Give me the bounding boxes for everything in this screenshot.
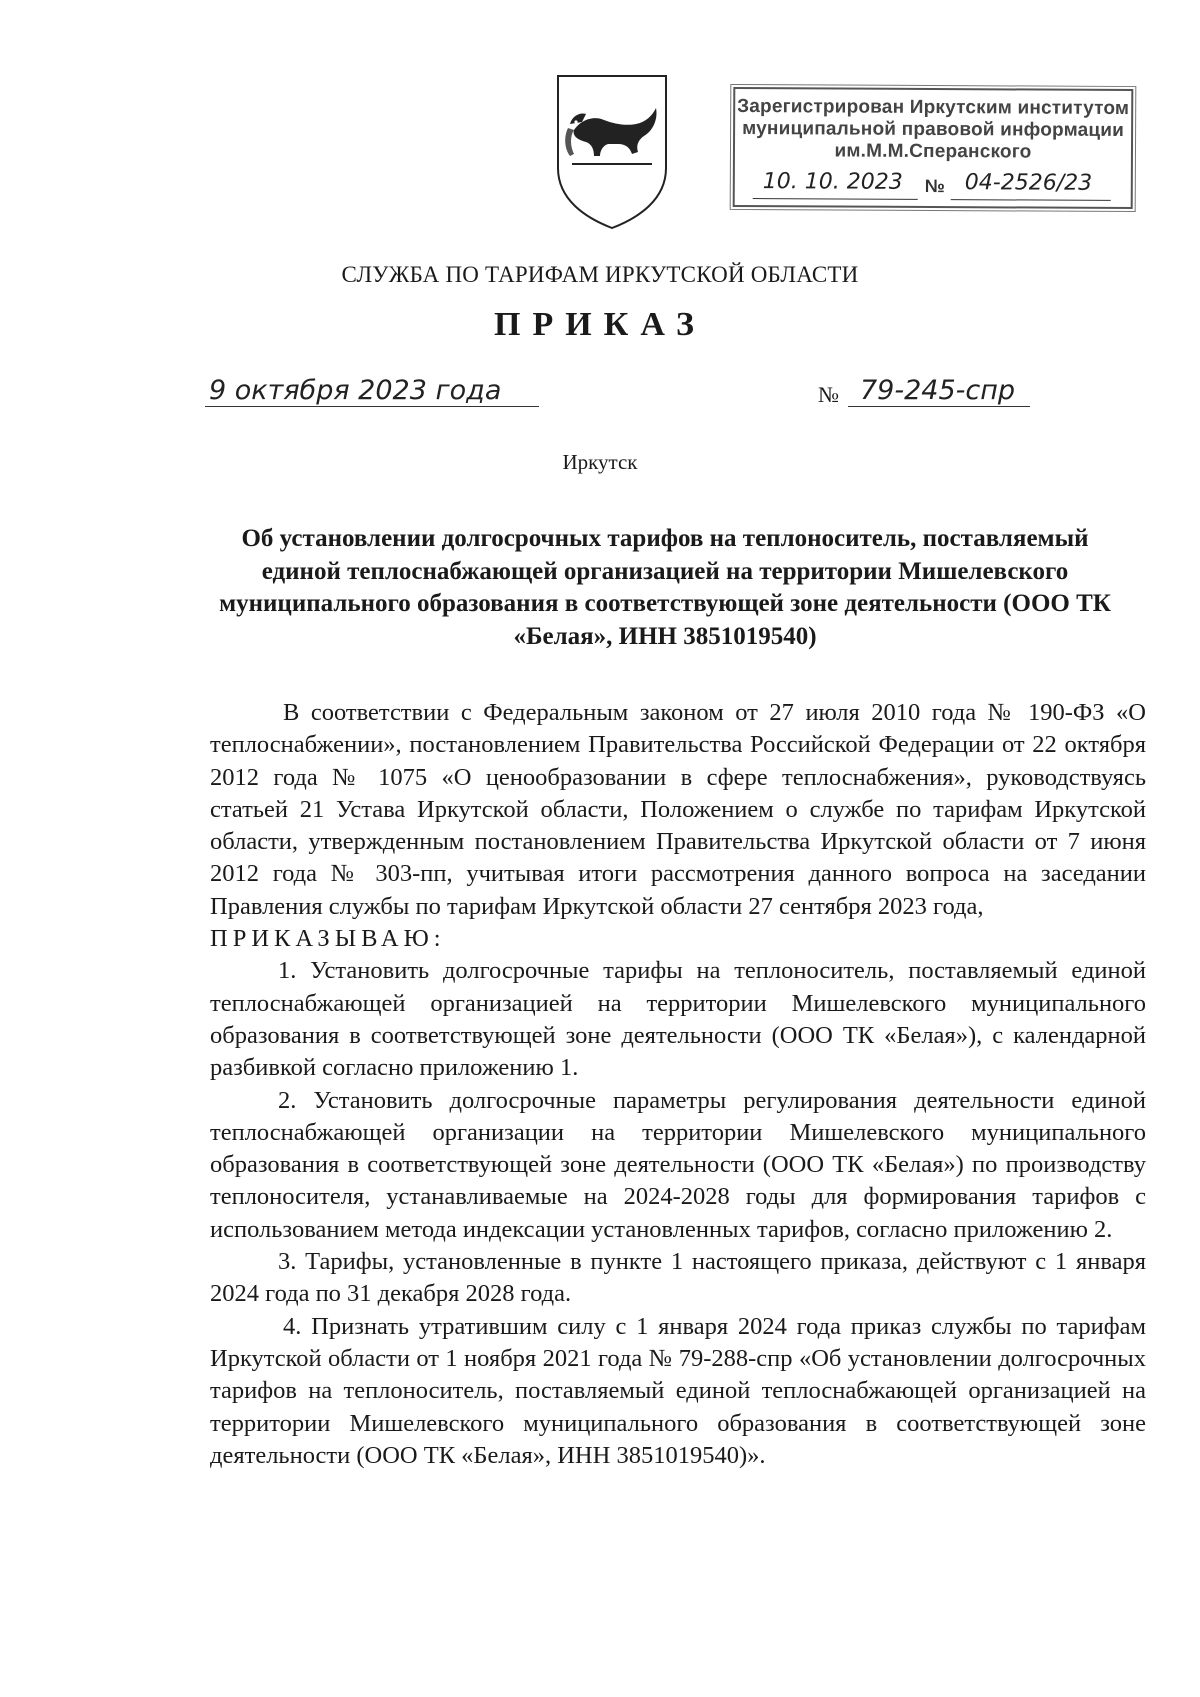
order-item-3: 3. Тарифы, установленные в пункте 1 настоящего приказа, действуют с 1 января 2024 года по 31 декабря 2028 года. [210, 1248, 1146, 1308]
registration-stamp [733, 87, 1134, 209]
stamp-registration-date: 10. 10. 2023 [762, 169, 903, 195]
order-word: ПРИКАЗЫВАЮ: [210, 925, 446, 953]
coat-of-arms-emblem [552, 72, 672, 232]
document-type: ПРИКАЗ [494, 306, 706, 343]
stamp-line-2: муниципальной правовой информации [742, 118, 1125, 141]
order-item-4: 4. Признать утратившим силу с 1 января 2024 года приказ службы по тарифам Иркутской области от 1 ноября 2021 года № 79-288-спр «Об установлении долгосрочных тарифов на теплоноситель, поставляемый единой теплоснабжающей организацией на территории Мишелевского муниципального образования в соответствующей зоне деятельности (ООО ТК «Белая», ИНН 3851019540)». [210, 1312, 1146, 1469]
number-label: № [818, 382, 839, 407]
stamp-registration-number: 04-2526/23 [964, 170, 1093, 196]
city-name: Иркутск [562, 450, 638, 474]
stamp-number-underline [951, 199, 1111, 201]
order-item-1: 1. Установить долгосрочные тарифы на теплоноситель, поставляемый единой теплоснабжающей организацией на территории Мишелевского муниципального образования в соответствующей зоне деятельности (ООО ТК «Белая»), с календарной разбивкой согласно приложению 1. [210, 957, 1146, 1082]
stamp-date-underline [753, 198, 918, 200]
preamble-paragraph: В соответствии с Федеральным законом от 27 июля 2010 года № 190-ФЗ «О теплоснабжении», постановлением Правительства Российской Федерации от 22 октября 2012 года № 1075 «О ценообразовании в сфере теплоснабжения», руководствуясь статьей 21 Устава Иркутской области, Положением о службе по тарифам Иркутской области, утвержденным постановлением Правительства Иркутской области от 7 июня 2012 года № 303-пп, учитывая итоги рассмотрения данного вопроса на заседании Правления службы по тарифам Иркутской области 27 сентября 2023 года, [210, 699, 1146, 920]
handwritten-date: 9 октября 2023 года [205, 376, 539, 407]
order-title: Об установлении долгосрочных тарифов на теплоноситель, поставляемый единой теплоснабжающей организацией на территории Мишелевского муниципального образования в соответствующей зоне деятельности (ООО ТК «Белая», ИНН 3851019540) [219, 525, 1111, 650]
stamp-line-1: Зарегистрирован Иркутским институтом [737, 95, 1130, 120]
stamp-line-3: им.М.М.Сперанского [834, 140, 1032, 163]
organization-name: СЛУЖБА ПО ТАРИФАМ ИРКУТСКОЙ ОБЛАСТИ [341, 262, 859, 287]
handwritten-order-number: 79-245-спр [848, 376, 1030, 407]
order-body [210, 697, 1146, 1472]
stamp-number-sign: № [924, 175, 945, 197]
order-item-2: 2. Установить долгосрочные параметры регулирования деятельности единой теплоснабжающей организации на территории Мишелевского муниципального образования в соответствующей зоне деятельности (ООО ТК «Белая») по производству теплоносителя, устанавливаемые на 2024-2028 годы для формирования тарифов с использованием метода индексации установленных тарифов, согласно приложению 2. [210, 1086, 1146, 1243]
stamp-registration-line [753, 169, 1113, 203]
